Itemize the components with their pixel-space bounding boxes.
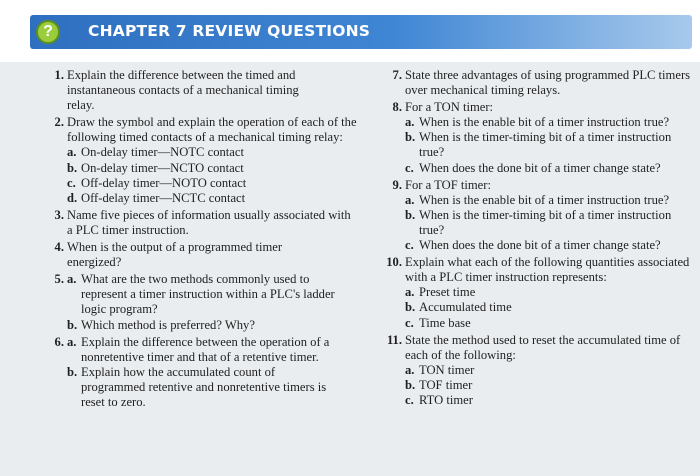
sub-item-letter: a. bbox=[405, 192, 415, 207]
sub-item-letter: a. bbox=[67, 334, 77, 349]
sub-item-letter: a. bbox=[405, 115, 415, 130]
chapter-header bbox=[0, 0, 700, 62]
sub-item-text: Off-delay timer—NOTO contact bbox=[81, 175, 247, 190]
question-1 bbox=[40, 68, 358, 113]
sub-item-text: TON timer bbox=[419, 362, 475, 377]
sub-item bbox=[405, 208, 693, 238]
question-6 bbox=[40, 335, 358, 410]
sub-item-text: What are the two methods commonly used to represent a timer instruction within a PLC's ladder logic program? bbox=[81, 272, 335, 317]
question-text: Explain what each of the following quantities associated with a PLC timer instruction represents: bbox=[405, 255, 690, 285]
question-text: Explain the difference between the timed and instantaneous contacts of a mechanical timing relay. bbox=[67, 68, 299, 113]
question-3 bbox=[40, 208, 358, 238]
question-number: 6. bbox=[54, 334, 64, 349]
question-text: Name five pieces of information usually associated with a PLC timer instruction. bbox=[67, 207, 351, 237]
sub-item-letter: b. bbox=[405, 207, 416, 222]
question-text: For a TOF timer: bbox=[405, 177, 491, 192]
question-text: State the method used to reset the accumulated time of each of the following: bbox=[405, 332, 681, 362]
sub-item bbox=[405, 193, 693, 208]
question-5 bbox=[40, 272, 358, 332]
sub-item-letter: a. bbox=[67, 145, 77, 160]
sub-item bbox=[67, 272, 358, 317]
sub-item bbox=[405, 130, 693, 160]
sub-item bbox=[405, 285, 693, 300]
questions-right-column bbox=[378, 68, 693, 408]
sub-item-text: Preset time bbox=[419, 285, 476, 300]
question-10 bbox=[378, 255, 693, 330]
question-number: 7. bbox=[392, 68, 402, 82]
sub-item bbox=[405, 300, 693, 315]
question-number: 9. bbox=[392, 177, 402, 192]
question-11 bbox=[378, 333, 693, 408]
sub-item bbox=[405, 378, 693, 393]
sub-item bbox=[67, 191, 358, 206]
sub-item-letter: c. bbox=[405, 238, 414, 253]
sub-item-letter: a. bbox=[405, 362, 415, 377]
sub-item bbox=[405, 161, 693, 176]
sub-item bbox=[405, 238, 693, 253]
question-2 bbox=[40, 115, 358, 206]
sub-item-text: When is the timer-timing bit of a timer instruction true? bbox=[419, 130, 672, 160]
question-number: 1. bbox=[54, 68, 64, 82]
question-number: 5. bbox=[54, 272, 64, 287]
sub-item bbox=[67, 318, 358, 333]
sub-item-text: On-delay timer—NCTO contact bbox=[81, 160, 244, 175]
sub-item-letter: b. bbox=[405, 300, 416, 315]
sub-item-letter: b. bbox=[67, 160, 78, 175]
question-text: Draw the symbol and explain the operation of each of the following timed contacts of a mechanical timing relay: bbox=[67, 115, 357, 145]
sub-item-text: Which method is preferred? Why? bbox=[81, 317, 255, 332]
question-mark-icon: ? bbox=[36, 20, 60, 44]
chapter-title: CHAPTER 7 REVIEW QUESTIONS bbox=[88, 22, 371, 40]
question-number: 10. bbox=[386, 255, 402, 270]
question-4 bbox=[40, 240, 358, 270]
sub-item-text: Explain the difference between the operation of a nonretentive timer and that of a retentive timer. bbox=[81, 334, 330, 364]
sub-item bbox=[67, 335, 358, 365]
sub-item bbox=[67, 365, 358, 410]
sub-item-letter: c. bbox=[67, 175, 76, 190]
sub-item-letter: b. bbox=[405, 130, 416, 145]
sub-item-letter: a. bbox=[405, 285, 415, 300]
sub-item bbox=[67, 176, 358, 191]
question-9 bbox=[378, 178, 693, 253]
questions-left-column bbox=[40, 68, 358, 410]
question-number: 8. bbox=[392, 100, 402, 115]
sub-item-letter: b. bbox=[67, 364, 78, 379]
sub-item-text: When is the enable bit of a timer instruction true? bbox=[419, 192, 670, 207]
sub-item bbox=[405, 393, 693, 408]
sub-item-text: TOF timer bbox=[419, 377, 473, 392]
sub-item bbox=[405, 316, 693, 331]
sub-item-text: When is the timer-timing bit of a timer instruction true? bbox=[419, 207, 672, 237]
question-text: State three advantages of using programmed PLC timers over mechanical timing relays. bbox=[405, 68, 691, 98]
question-8 bbox=[378, 100, 693, 175]
sub-item-letter: c. bbox=[405, 160, 414, 175]
sub-item bbox=[67, 145, 358, 160]
sub-item-letter: b. bbox=[67, 317, 78, 332]
sub-item-text: Time base bbox=[419, 315, 471, 330]
question-text: When is the output of a programmed timer energized? bbox=[67, 240, 283, 270]
sub-item-letter: b. bbox=[405, 377, 416, 392]
sub-item-text: When does the done bit of a timer change state? bbox=[419, 238, 661, 253]
sub-item-text: When is the enable bit of a timer instruction true? bbox=[419, 115, 670, 130]
question-text: For a TON timer: bbox=[405, 100, 494, 115]
sub-item-letter: c. bbox=[405, 392, 414, 407]
sub-item-text: Explain how the accumulated count of programmed retentive and nonretentive timers is reset to zero. bbox=[81, 364, 327, 409]
sub-item bbox=[405, 115, 693, 130]
question-number: 3. bbox=[54, 207, 64, 222]
sub-item-text: On-delay timer—NOTC contact bbox=[81, 145, 244, 160]
sub-item-letter: a. bbox=[67, 272, 77, 287]
question-number: 11. bbox=[386, 332, 402, 347]
sub-item bbox=[405, 363, 693, 378]
sub-item-text: RTO timer bbox=[419, 392, 473, 407]
question-number: 2. bbox=[54, 115, 64, 130]
sub-item-letter: d. bbox=[67, 190, 78, 205]
question-7 bbox=[378, 68, 693, 98]
sub-item-text: When does the done bit of a timer change state? bbox=[419, 160, 661, 175]
sub-item-letter: c. bbox=[405, 315, 414, 330]
sub-item-text: Accumulated time bbox=[419, 300, 512, 315]
sub-item-text: Off-delay timer—NCTC contact bbox=[81, 190, 246, 205]
sub-item bbox=[67, 161, 358, 176]
question-number: 4. bbox=[54, 240, 64, 255]
